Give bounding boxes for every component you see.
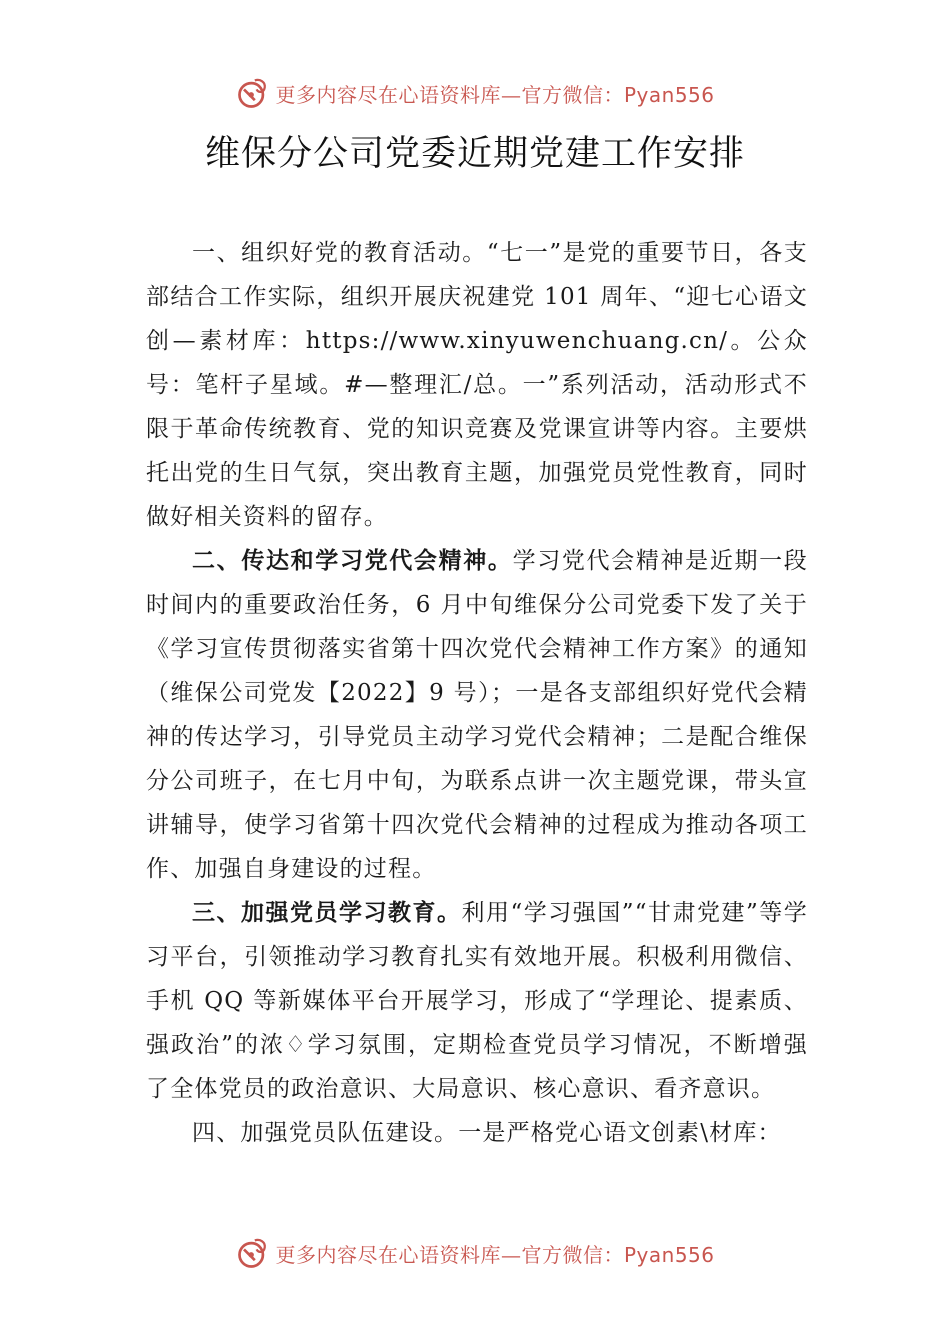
paragraph-text: 学习党代会精神是近期一段时间内的重要政治任务，6 月中旬维保分公司党委下发了关于《学习宣传贯彻落实省第十四次党代会精神工作方案》的通知（维保公司党发【2022】9 号）；一是各支部组织好党代会精神的传达学习，引导党员主动学习党代会精神；二是配合维保分公司班子，在七月中旬，为联系点讲一次主题党课，带头宣讲辅导，使学习省第十四次党代会精神的过程成为推动各项工作、加强自身建设的过程。 bbox=[146, 548, 808, 882]
wechat-id: Pyan556 bbox=[623, 1242, 715, 1267]
library-logo-icon bbox=[235, 75, 271, 111]
banner-text: 更多内容尽在心语资料库—官方微信：Pyan556 bbox=[275, 82, 715, 107]
paragraph-text: 四、加强党员队伍建设。一是严格党心语文创素\材库： bbox=[192, 1120, 782, 1146]
library-logo-icon bbox=[235, 1235, 271, 1271]
paragraph-lead: 三、加强党员学习教育。 bbox=[192, 899, 462, 926]
banner-text: 更多内容尽在心语资料库—官方微信：Pyan556 bbox=[275, 1242, 715, 1267]
paragraph-text: 一、组织好党的教育活动。“七一”是党的重要节日，各支部结合工作实际，组织开展庆祝建党 101 周年、“迎七心语文创—素材库：https://www.xinyuwenchuang.cn/。公众号：笔杆子星域。#—整理汇/总。一”系列活动，活动形式不限于革命传统教育、党的知识竞赛及党课宣讲等内容。主要烘托出党的生日气氛，突出教育主题，加强党员党性教育，同时做好相关资料的留存。 bbox=[146, 240, 808, 530]
footer-banner bbox=[0, 1228, 950, 1278]
paragraph-1 bbox=[146, 231, 808, 539]
paragraph-3 bbox=[146, 891, 808, 1111]
document-body bbox=[146, 231, 808, 1155]
document-title: 维保分公司党委近期党建工作安排 bbox=[204, 134, 745, 174]
paragraph-2 bbox=[146, 539, 808, 891]
header-banner bbox=[0, 68, 950, 118]
paragraph-text: 利用“学习强国”“甘肃党建”等学习平台，引领推动学习教育扎实有效地开展。积极利用微信、手机 QQ 等新媒体平台开展学习，形成了“学理论、提素质、强政治”的浓♢学习氛围，定期检查党员学习情况，不断增强了全体党员的政治意识、大局意识、核心意识、看齐意识。 bbox=[146, 900, 808, 1102]
paragraph-4 bbox=[146, 1111, 808, 1155]
paragraph-lead: 二、传达和学习党代会精神。 bbox=[192, 547, 513, 574]
wechat-id: Pyan556 bbox=[623, 82, 715, 107]
